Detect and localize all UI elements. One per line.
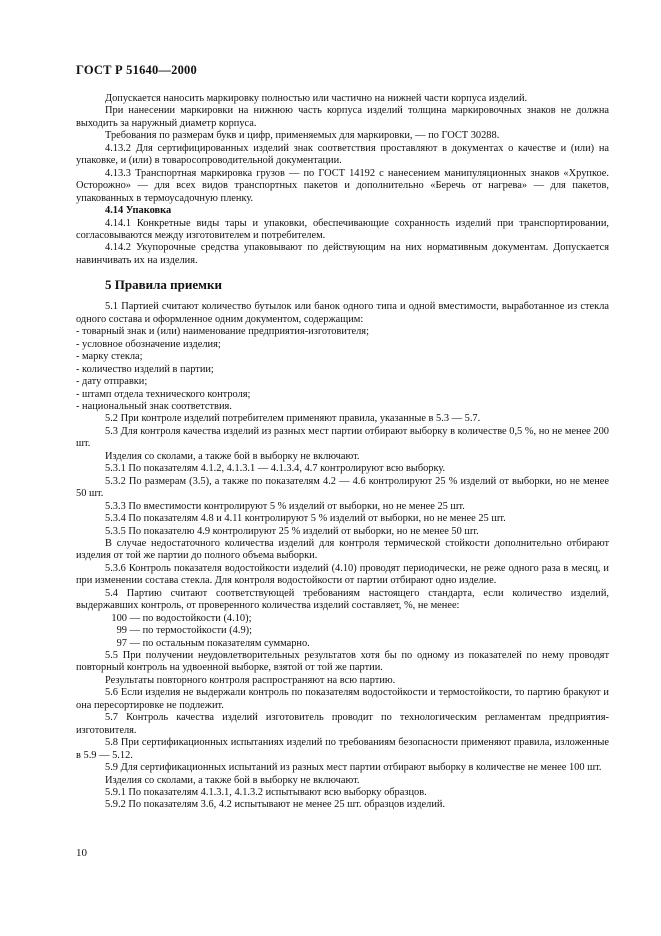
threshold-value: 97: [116, 637, 127, 649]
acceptance-thresholds: [76, 613, 609, 650]
paragraph: 5.8 При сертификационных испытаниях изделий по требованиям безопасности применяют правила, изложенные в 5.9 — 5.12.: [76, 737, 609, 761]
threshold-label: — по остальным показателям суммарно.: [127, 637, 310, 649]
paragraph: 5.9 Для сертификационных испытаний из разных мест партии отбирают выборку в количестве не менее 100 шт.: [105, 762, 602, 774]
threshold-value: 99: [116, 625, 127, 637]
list-item: - товарный знак и (или) наименование предприятия-изготовителя;: [76, 326, 369, 338]
list-item: - дату отправки;: [76, 376, 148, 388]
requirements-list: [76, 326, 609, 413]
paragraph: 4.14.1 Конкретные виды тары и упаковки, обеспечивающие сохранность изделий при транспортировании, согласовываются между изготовителем и потребителем.: [76, 217, 609, 241]
list-item: - количество изделий в партии;: [76, 363, 214, 375]
paragraph: При нанесении маркировки на нижнюю часть корпуса изделий толщина маркировочных знаков не должна выходить за наружный диаметр корпуса.: [76, 105, 609, 129]
paragraph: 5.3.3 По вместимости контролируют 5 % изделий от выборки, но не менее 25 шт.: [105, 500, 465, 512]
paragraph: Требования по размерам букв и цифр, применяемых для маркировки, — по ГОСТ 30288.: [105, 130, 500, 142]
paragraph: Результаты повторного контроля распространяют на всю партию.: [105, 674, 396, 686]
paragraph: 4.13.2 Для сертифицированных изделий знак соответствия проставляют в документах о качестве и (или) на упаковке, и (или) в товаросопроводительной документации.: [76, 142, 609, 167]
paragraph: 5.3 Для контроля качества изделий из разных мест партии отбирают выборку в количестве 0,5 %, но не менее 200 шт.: [76, 425, 609, 450]
list-item: - национальный знак соответствия.: [76, 400, 232, 412]
list-item: - штамп отдела технического контроля;: [76, 388, 251, 400]
threshold-label: — по термостойкости (4.9);: [127, 625, 253, 637]
paragraph: 5.3.5 По показателю 4.9 контролируют 25 % изделий от выборки, но не менее 50 шт.: [105, 525, 479, 537]
paragraph: 5.4 Партию считают соответствующей требованиям настоящего стандарта, если количество изделий, выдержавших контроль, от проверенного количества изделий составляет, %, не менее:: [76, 587, 609, 612]
paragraph: 5.5 При получении неудовлетворительных результатов хотя бы по одному из показателей по нему проводят повторный контроль на удвоенной выборке, взятой от той же партии.: [76, 650, 609, 674]
document-body: [76, 93, 609, 812]
paragraph: 5.3.6 Контроль показателя водостойкости изделий (4.10) проводят периодически, не реже одного раза в месяц, и при изменении состава стекла. Для контроля водостойкости от партии отбирают одно изделие.: [76, 562, 609, 587]
paragraph: 5.9.1 По показателям 4.1.3.1, 4.1.3.2 испытывают всю выборку образцов.: [105, 787, 427, 799]
paragraph: Изделия со сколами, а также бой в выборку не включают.: [105, 774, 360, 786]
threshold-item: [76, 638, 609, 650]
threshold-value: 100: [111, 612, 127, 624]
paragraph: 5.3.1 По показателям 4.1.2, 4.1.3.1 — 4.1.3.4, 4.7 контролируют всю выборку.: [105, 463, 446, 475]
subsection-heading: 4.14 Упаковка: [105, 205, 172, 217]
paragraph: 4.13.3 Транспортная маркировка грузов — по ГОСТ 14192 с нанесением манипуляционных знаков «Хрупкое. Осторожно» — для всех видов транспортных пакетов и дополнительно «Беречь от нагрева» — для пакетов, упакованных в термоусадочную пленку.: [76, 167, 609, 204]
threshold-item: [76, 613, 609, 625]
paragraph: 5.7 Контроль качества изделий изготовитель проводит по технологическим регламентам предприятия-изготовителя.: [76, 712, 609, 736]
list-item: - марку стекла;: [76, 351, 143, 363]
threshold-label: — по водостойкости (4.10);: [127, 612, 252, 624]
paragraph: 5.1 Партией считают количество бутылок или банок одного типа и одной вместимости, выработанное из стекла одного состава и оформленное одним документом, содержащим:: [76, 301, 609, 325]
document-header: ГОСТ Р 51640—2000: [76, 63, 197, 77]
paragraph: 5.9.2 По показателям 3.6, 4.2 испытывают не менее 25 шт. образцов изделий.: [105, 799, 446, 811]
paragraph: 4.14.2 Укупорочные средства упаковывают по действующим на них нормативным документам. Допускается навинчивать их на изделия.: [76, 242, 609, 266]
section-heading: 5 Правила приемки: [105, 277, 222, 293]
paragraph: Допускается наносить маркировку полностью или частично на нижней части корпуса изделий.: [105, 93, 528, 104]
paragraph: 5.6 Если изделия не выдержали контроль по показателям водостойкости и термостойкости, то партию бракуют и она пересортировке не подлежит.: [76, 687, 609, 711]
paragraph: 5.2 При контроле изделий потребителем применяют правила, указанные в 5.3 — 5.7.: [105, 413, 481, 425]
paragraph: Изделия со сколами, а также бой в выборку не включают.: [105, 450, 360, 462]
paragraph: 5.3.2 По размерам (3.5), а также по показателям 4.2 — 4.6 контролируют 25 % изделий от выборки, но не менее 50 шт.: [76, 475, 609, 500]
list-item: - условное обозначение изделия;: [76, 338, 221, 350]
threshold-item: [76, 625, 609, 637]
page-number: 10: [76, 847, 87, 859]
paragraph: 5.3.4 По показателям 4.8 и 4.11 контролируют 5 % изделий от выборки, но не менее 25 шт.: [105, 513, 506, 525]
paragraph: В случае недостаточного количества изделий для контроля термической стойкости дополнительно отбирают изделия от той же партии до полного объема выборки.: [76, 537, 609, 562]
